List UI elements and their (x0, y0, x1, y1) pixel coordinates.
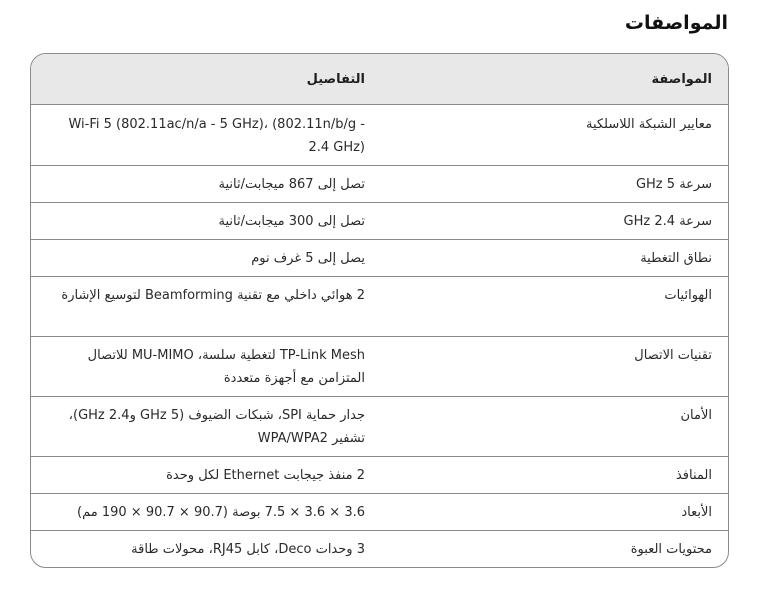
specifications-table (30, 53, 729, 568)
spec-name-cell: الأمان (370, 397, 728, 457)
table-row (31, 494, 728, 531)
page-title: المواصفات (624, 12, 728, 34)
spec-detail-cell: يصل إلى 5 غرف نوم (31, 240, 370, 277)
spec-detail-cell: TP-Link Mesh لتغطية سلسة، MU-MIMO للاتصال المتزامن مع أجهزة متعددة (31, 337, 370, 397)
table-row (31, 166, 728, 203)
spec-detail-cell: جدار حماية SPI، شبكات الضيوف (5 GHz و2.4 GHz)، تشفير WPA/WPA2 (31, 397, 370, 457)
spec-detail-cell: تصل إلى 867 ميجابت/ثانية (31, 166, 370, 203)
spec-name-cell: سرعة 2.4 GHz (370, 203, 728, 240)
spec-detail-cell: 3 وحدات Deco، كابل RJ45، محولات طاقة (31, 531, 370, 568)
spec-name-cell: نطاق التغطية (370, 240, 728, 277)
table-row (31, 277, 728, 337)
table-row (31, 240, 728, 277)
spec-name-cell: الأبعاد (370, 494, 728, 531)
table-header-row (31, 54, 728, 105)
table-row (31, 203, 728, 240)
spec-detail-cell: تصل إلى 300 ميجابت/ثانية (31, 203, 370, 240)
spec-name-cell: معايير الشبكة اللاسلكية (585, 117, 712, 132)
column-header-spec: المواصفة (370, 54, 728, 105)
table-row (31, 397, 728, 457)
spec-name-cell: الهوائيات (370, 277, 728, 337)
spec-name-cell: محتويات العبوة (370, 531, 728, 568)
table-row (31, 531, 728, 568)
table-row (31, 457, 728, 494)
table-row (31, 337, 728, 397)
spec-detail-cell: 2 هوائي داخلي مع تقنية Beamforming لتوسيع الإشارة (31, 277, 370, 337)
table-row (31, 105, 728, 166)
spec-name-cell: تقنيات الاتصال (370, 337, 728, 397)
spec-detail-cell: 2 منفذ جيجابت Ethernet لكل وحدة (31, 457, 370, 494)
spec-detail-cell: Wi-Fi 5 (802.11ac/n/a - 5 GHz)، (802.11n/b/g - 2.4 GHz) (68, 117, 365, 155)
spec-detail-cell: 3.6 × 3.6 × 7.5 بوصة (90.7 × 90.7 × 190 مم) (31, 494, 370, 531)
column-header-detail: التفاصيل (31, 54, 370, 105)
spec-name-cell: سرعة 5 GHz (370, 166, 728, 203)
spec-name-cell: المنافذ (370, 457, 728, 494)
